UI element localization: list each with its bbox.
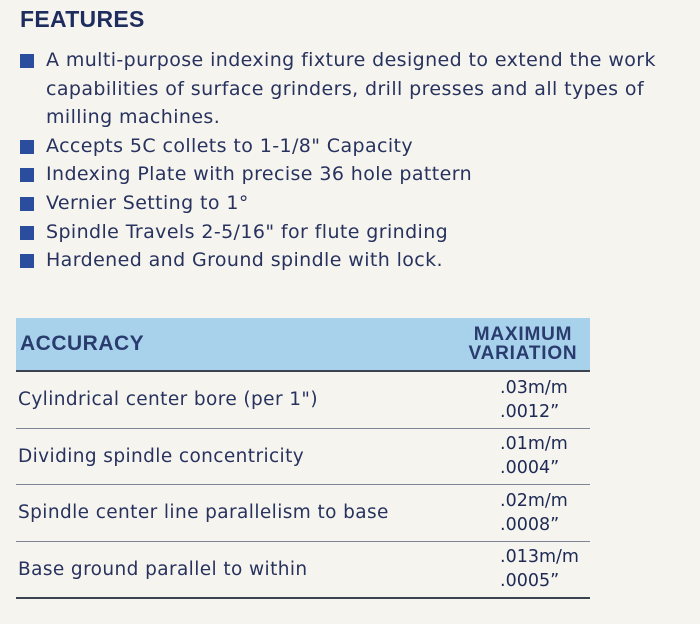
imperial-value: .0012” (500, 401, 560, 422)
row-label: Dividing spindle concentricity (16, 428, 456, 485)
row-value (456, 541, 590, 598)
accuracy-column-header: ACCURACY (16, 318, 456, 371)
row-value (456, 428, 590, 485)
feature-text: A multi-purpose indexing fixture designed to extend the work capabilities of surface grinders, drill presses and all types of milling machines. (46, 49, 656, 129)
feature-item (20, 46, 690, 132)
features-heading: FEATURES (20, 6, 145, 32)
imperial-value: .0008” (500, 514, 560, 535)
feature-text: Accepts 5C collets to 1-1/8" Capacity (46, 134, 414, 157)
feature-item (20, 189, 690, 218)
row-value (456, 485, 590, 542)
max-header-line1: MAXIMUM (473, 324, 573, 345)
imperial-value: .0005” (500, 571, 560, 592)
feature-text: Spindle Travels 2-5/16" for flute grinding (46, 220, 449, 243)
metric-value: .02m/m (500, 490, 568, 511)
metric-value: .03m/m (500, 377, 568, 398)
max-header-line2: VARIATION (468, 343, 578, 364)
row-label: Cylindrical center bore (per 1") (16, 371, 456, 428)
square-bullet-icon (20, 140, 34, 154)
feature-item (20, 132, 690, 161)
feature-text: Vernier Setting to 1° (46, 191, 249, 214)
row-value (456, 371, 590, 428)
table-header-row (16, 318, 590, 371)
feature-item (20, 160, 690, 189)
feature-item (20, 246, 690, 275)
metric-value: .013m/m (500, 547, 579, 568)
table-row (16, 541, 590, 598)
row-label: Spindle center line parallelism to base (16, 485, 456, 542)
metric-value: .01m/m (500, 434, 568, 455)
table-row (16, 428, 590, 485)
accuracy-table (16, 318, 590, 599)
feature-text: Indexing Plate with precise 36 hole pattern (46, 163, 473, 186)
square-bullet-icon (20, 197, 34, 211)
imperial-value: .0004” (500, 458, 560, 479)
square-bullet-icon (20, 254, 34, 268)
table-row (16, 485, 590, 542)
features-list (20, 46, 690, 275)
square-bullet-icon (20, 226, 34, 240)
feature-item (20, 218, 690, 247)
feature-text: Hardened and Ground spindle with lock. (46, 249, 443, 272)
row-label: Base ground parallel to within (16, 541, 456, 598)
max-variation-column-header (456, 318, 590, 371)
table-row (16, 371, 590, 428)
square-bullet-icon (20, 54, 34, 68)
square-bullet-icon (20, 168, 34, 182)
